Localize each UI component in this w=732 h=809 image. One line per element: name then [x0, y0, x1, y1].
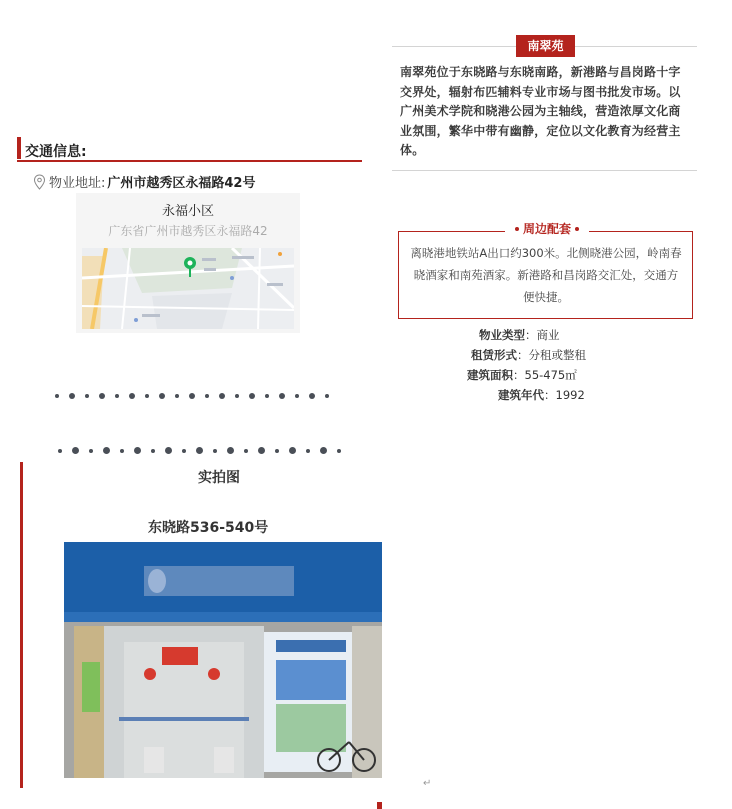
dotted-divider-2: [58, 447, 341, 454]
info-type-label: 物业类型: [479, 328, 525, 342]
property-address: [33, 172, 255, 191]
storefront-graphic: [64, 542, 382, 778]
section-accent-bar: [17, 137, 21, 159]
info-area-label: 建筑面积: [467, 368, 513, 382]
surroundings-title-text: 周边配套: [523, 222, 572, 236]
info-type: 物业类型：商业: [479, 328, 560, 342]
info-area-value: 55-475㎡: [524, 368, 577, 382]
info-year-value: 1992: [555, 388, 585, 402]
photo-accent-bar: [20, 462, 23, 788]
intro-badge: 南翠苑: [516, 35, 575, 57]
surroundings-title: [505, 220, 589, 237]
info-year: 建筑年代：1992: [498, 388, 585, 402]
photo-section-title: 实拍图: [198, 470, 240, 486]
info-year-label: 建筑年代: [498, 388, 544, 402]
surroundings-text: 离晓港地铁站A出口约300米。北侧晓港公园，岭南春晓酒家和南苑酒家。新港路和昌岗路交汇处，交通方便快捷。: [410, 246, 682, 304]
info-lease: 租赁形式：分租或整租: [471, 348, 586, 362]
info-type-value: 商业: [536, 328, 560, 342]
intro-text: 南翠苑位于东晓路与东晓南路，新港路与昌岗路十字交界处，辐射布匹辅料专业市场与图书批发市场。以广州美术学院和晓港公园为主轴线，营造浓厚文化商业氛围，繁华中带有幽静，定位以文化教育为经营主体。: [400, 65, 681, 157]
info-lease-value: 分租或整租: [528, 348, 586, 362]
location-pin-icon: [33, 174, 46, 190]
return-mark: ↵: [423, 778, 432, 789]
dotted-divider: [55, 393, 329, 399]
storefront-photo[interactable]: [64, 542, 382, 778]
map-place-address: 广东省广州市越秀区永福路42: [108, 224, 268, 238]
map-image[interactable]: [82, 248, 294, 329]
info-lease-label: 租赁形式: [471, 348, 517, 362]
address-value: 广州市越秀区永福路42号: [107, 176, 256, 191]
transport-underline: [17, 160, 362, 162]
map-card[interactable]: [76, 193, 300, 333]
transport-title: 交通信息:: [25, 144, 87, 160]
address-label: 物业地址:: [49, 176, 106, 191]
section-end-mark: [377, 802, 382, 809]
info-area: 建筑面积：55-475㎡: [467, 368, 577, 382]
map-place-name: 永福小区: [161, 204, 214, 219]
map-marker-icon: [182, 256, 198, 278]
intro-bottom-divider: [392, 170, 697, 171]
photo-caption: 东晓路536-540号: [148, 520, 269, 536]
